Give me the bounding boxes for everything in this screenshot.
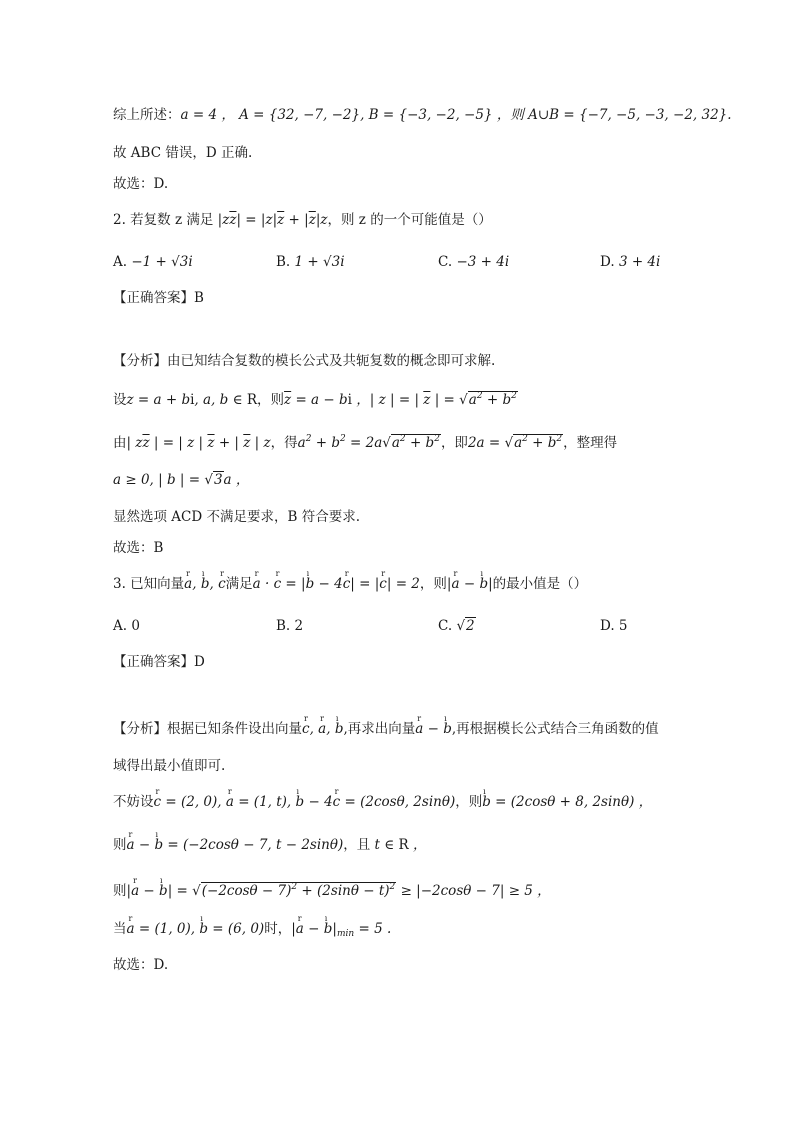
question-3-stem: 3. 已知向量r a, ı b, r c满足r a · r c = |ı b − 4r c| = |r c| = 2，则|r a − ı b|的最小值是（） [113, 574, 587, 594]
summary-line [113, 105, 732, 125]
summary-label: 综上所述： [113, 107, 181, 123]
q2-condition-math: $|z\overline{z}| = |z|\overline{z} + |\overline{z}|z$ [217, 212, 328, 228]
conclusion-line: 故 ABC 错误，D 正确. [113, 145, 253, 161]
q3-step-3: 则|r a − ı $b| = √(-2\cos\theta - 7)^2 + (2\sin\theta - t)^2 \ge |-2\cos\theta - 7| \ge 5$ ， [113, 877, 551, 901]
q2-option-c: C. −3 + 4i [438, 254, 510, 270]
q2-step-5: 故选：B [113, 540, 164, 556]
q3-option-c: C. √2 [438, 618, 475, 634]
q2-tail-text: ，则 z 的一个可能值是（） [327, 212, 492, 228]
q2-analysis: 【分析】由已知结合复数的模长公式及共轭复数的概念即可求解. [113, 353, 496, 369]
q2-step-1: 设z = a + bi, a, b ∈ R，则$\overline{z} = a$ − bi ，| z | = | $\overline{z}$ | = $√a^2 + b^2$ [113, 391, 517, 408]
q3-step-4: 当r a = (1, 0), ı b = (6, 0)时，|r a − ı $b|_{min} = 5$ . [113, 919, 391, 944]
q3-analysis-2: 域得出最小值即可. [113, 758, 226, 774]
q2-step-3: a ≥ 0, | b | = √3a ， [113, 472, 250, 488]
q2-option-a: A. −1 + √3i [113, 254, 193, 270]
q3-step-2: 则r a − ı b = (−2cosθ − 7, t − 2sinθ)，且 t ∈ R ， [113, 835, 427, 855]
q3-option-a: A. 0 [113, 618, 140, 634]
q3-option-d: D. 5 [600, 618, 628, 634]
q3-answer: 【正确答案】D [113, 654, 205, 670]
q3-option-b: B. 2 [276, 618, 304, 634]
q3-analysis-1: 【分析】根据已知条件设出向量r c, r a, ı b,再求出向量r a − ı b,再根据模长公式结合三角函数的值 [113, 719, 659, 739]
q2-answer: 【正确答案】B [113, 290, 204, 306]
q2-step-2: 由| $z\overline{z}$ | = | z | $\overline{z}$ + | $\overline{z}$ | z，得$a^2 + b^2 = 2a√a^2 + b^2$，即$2a = √a^2 + b^2$，整理得 [113, 434, 618, 451]
q3-step-1: 不妨设r c = (2, 0), r a = (1, t), ı b − 4r c = (2cosθ, 2sinθ)，则ı b = (2cosθ + 8, 2sinθ) ， [113, 792, 652, 812]
choice-line-1: 故选：D. [113, 176, 169, 192]
question-2-stem [113, 210, 492, 230]
q3-step-5: 故选：D. [113, 957, 169, 973]
summary-math: a = 4 ， A = {32, −7, −2}, B = {−3, −2, −5} ，则 A∪B = {−7, −5, −3, −2, 32}. [180, 107, 732, 123]
q2-option-b: B. 1 + √3i [276, 254, 345, 270]
q2-stem-text: 2. 若复数 z 满足 [113, 212, 214, 228]
q2-option-d: D. 3 + 4i [600, 254, 661, 270]
q2-step-4: 显然选项 ACD 不满足要求，B 符合要求. [113, 509, 360, 525]
